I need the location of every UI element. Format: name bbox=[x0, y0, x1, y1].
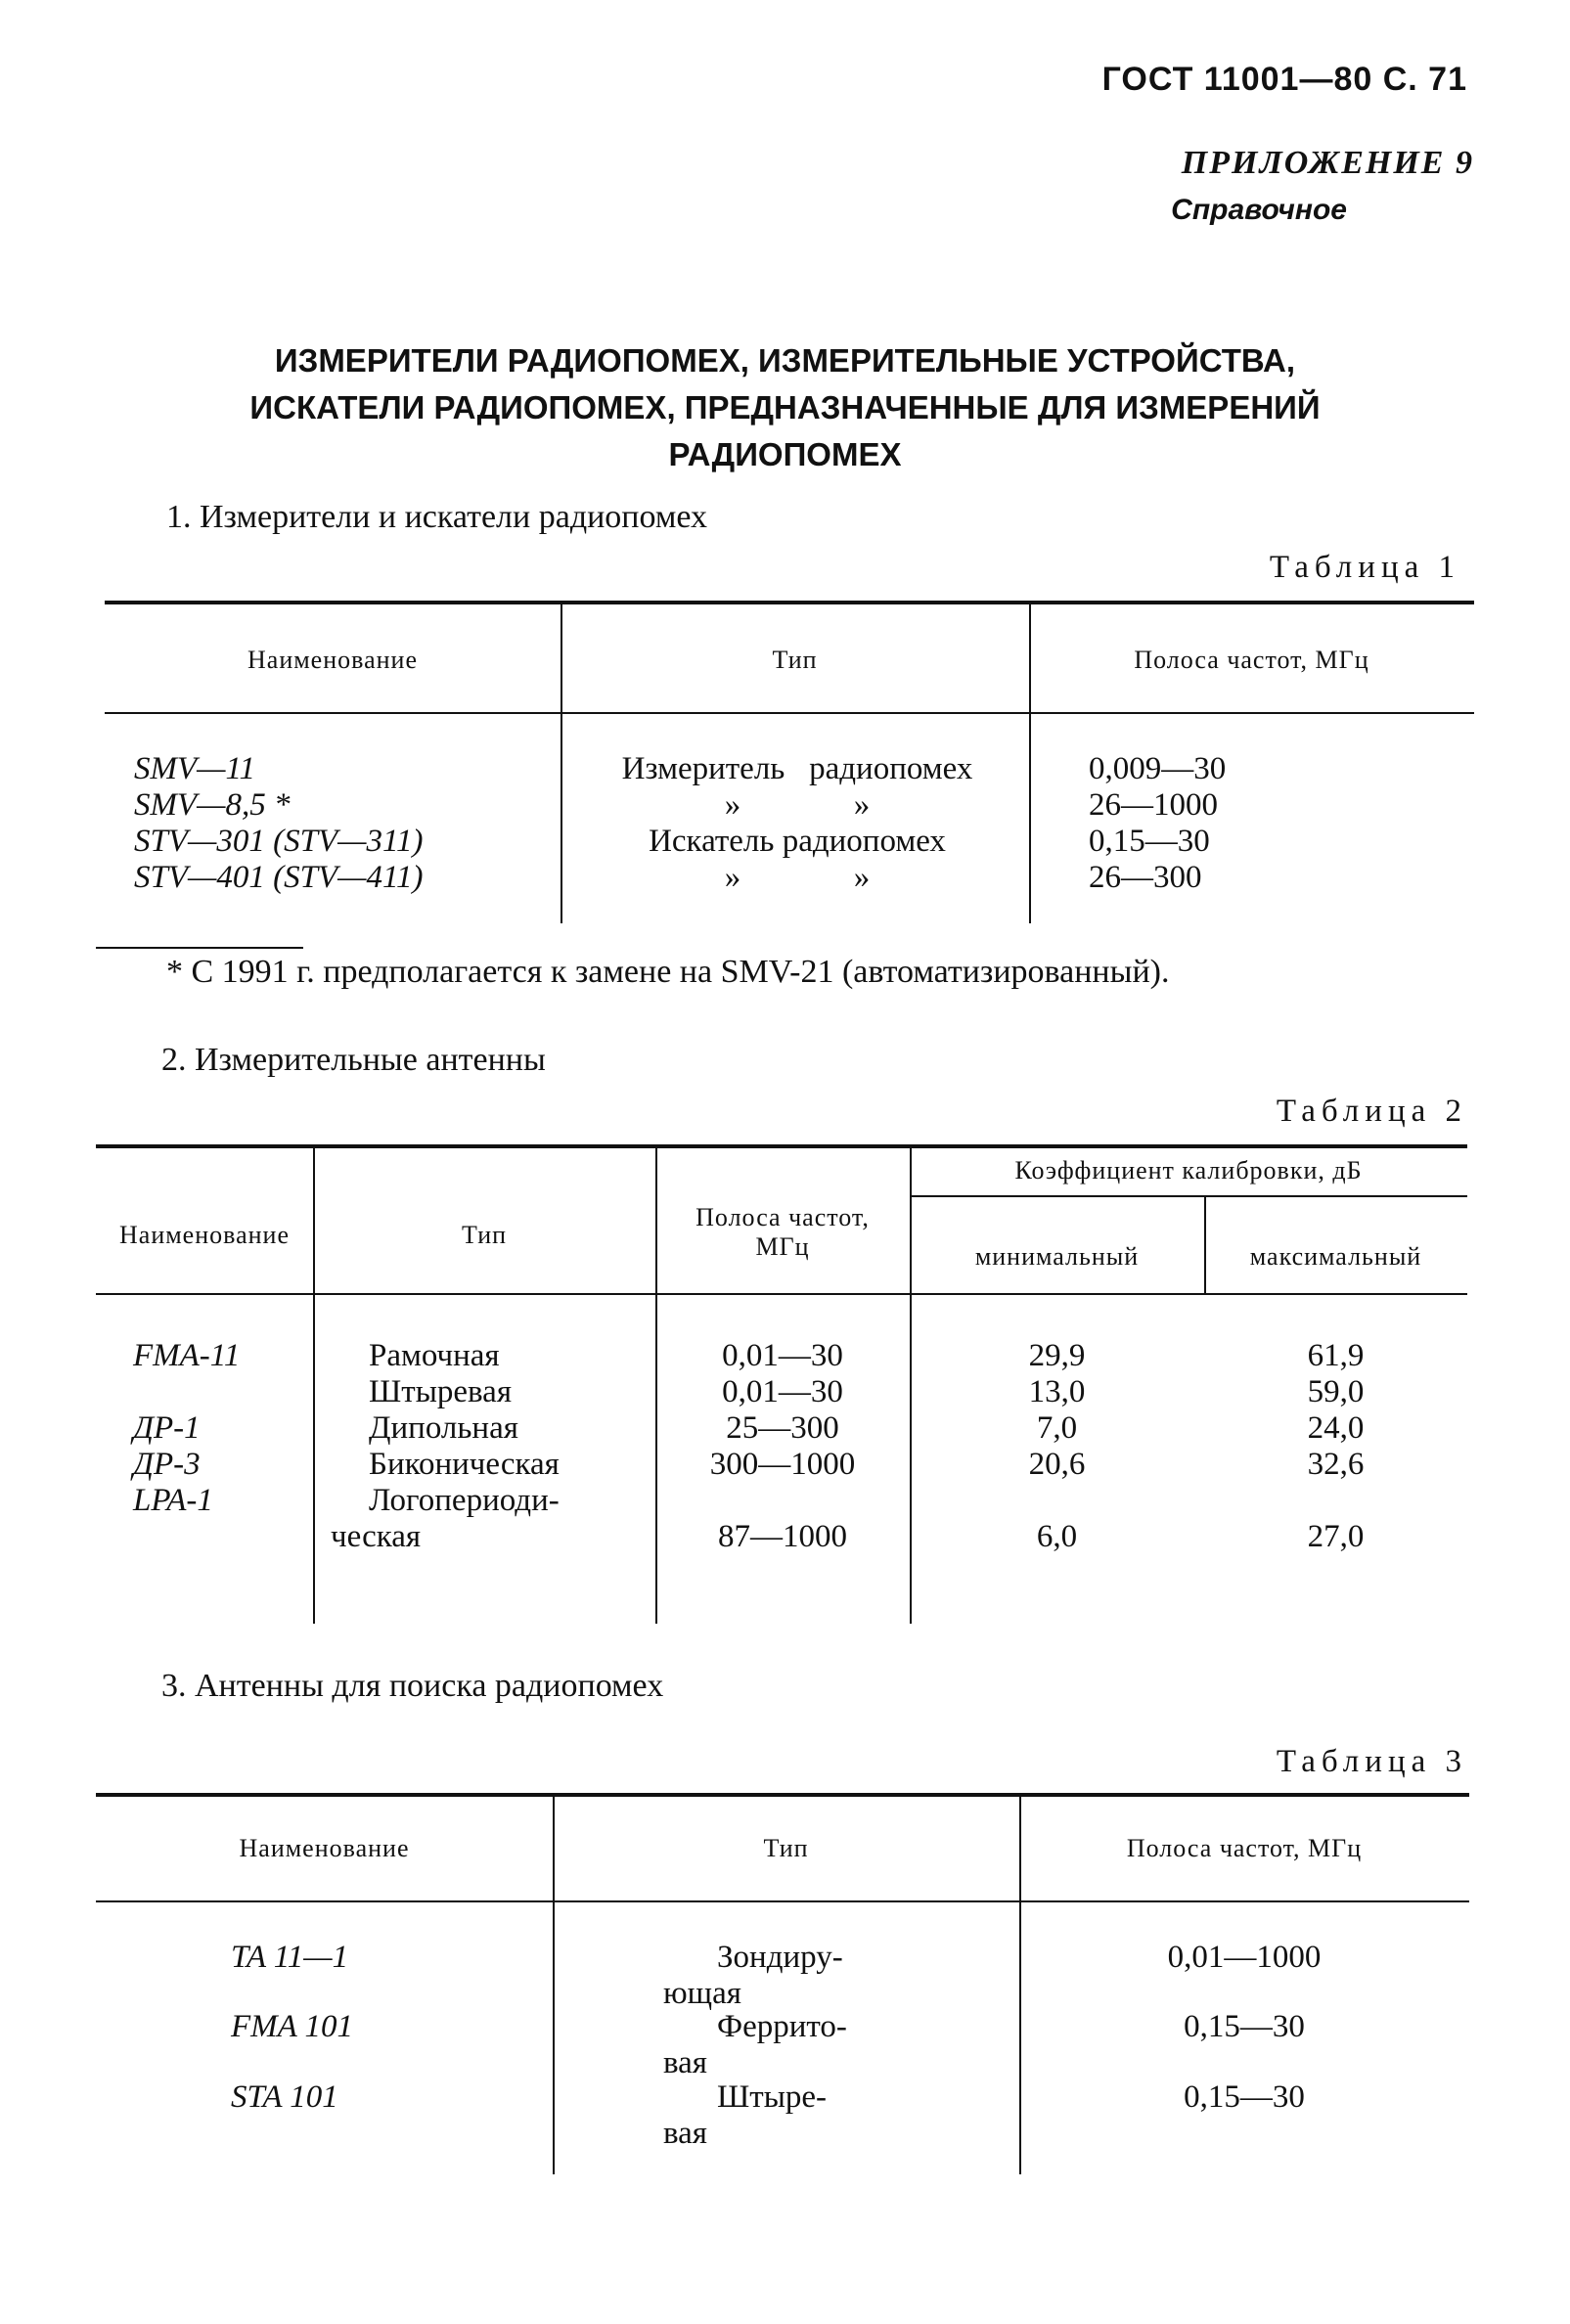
table-1-type-cell: Искатель радиопомех bbox=[649, 824, 946, 859]
table-2-header-max: максимальный bbox=[1249, 1242, 1422, 1271]
table-1-caption: Таблица 1 bbox=[1269, 550, 1460, 585]
table-2-min-cell: 6,0 bbox=[1036, 1519, 1078, 1554]
table-2-name-cell: ДР-1 bbox=[133, 1410, 201, 1446]
table-2-band-cell: 300—1000 bbox=[709, 1447, 856, 1482]
table-3-header-name: Наименование bbox=[239, 1834, 410, 1862]
table-3-caption: Таблица 3 bbox=[1276, 1744, 1467, 1779]
table-2-header-band-line-1: Полоса частот, bbox=[695, 1203, 870, 1231]
table-2-min-cell: 29,9 bbox=[1028, 1338, 1086, 1373]
table-1-name-cell: STV—401 (STV—411) bbox=[134, 860, 424, 895]
table-3-type-cell: Штыре- bbox=[717, 2079, 828, 2115]
table-2-header-coef-group: Коэффициент калибровки, дБ bbox=[1014, 1156, 1363, 1184]
table-1-name-cell: SMV—11 bbox=[134, 751, 256, 786]
table-3-band-cell: 0,15—30 bbox=[1184, 2009, 1305, 2044]
table-2-name-cell: FMA-11 bbox=[133, 1338, 241, 1373]
table-2-band-cell: 25—300 bbox=[726, 1410, 839, 1446]
table-2-max-cell: 59,0 bbox=[1307, 1374, 1365, 1409]
table-2-header-min: минимальный bbox=[974, 1242, 1140, 1271]
table-2-min-cell: 13,0 bbox=[1028, 1374, 1086, 1409]
table-2-header-band bbox=[655, 1203, 910, 1262]
table-2-divider bbox=[313, 1148, 315, 1624]
table-1-name-cell: SMV—8,5 * bbox=[134, 787, 291, 823]
table-3-name-cell: TA 11—1 bbox=[231, 1940, 349, 1975]
table-2-type-cell: Дипольная bbox=[369, 1410, 518, 1446]
table-2-group-rule bbox=[910, 1195, 1467, 1197]
doc-reference: ГОСТ 11001—80 С. 71 bbox=[1101, 61, 1467, 98]
table-2-band-cell: 0,01—30 bbox=[722, 1338, 843, 1373]
table-1-band-cell: 26—1000 bbox=[1089, 787, 1218, 823]
table-1-type-cell: Измеритель радиопомех bbox=[621, 751, 973, 786]
table-3-name-cell: STA 101 bbox=[231, 2079, 338, 2115]
table-1-header-rule bbox=[105, 712, 1474, 714]
table-2-type-cell: Рамочная bbox=[369, 1338, 500, 1373]
table-1-type-cell: » » bbox=[724, 860, 871, 895]
main-title bbox=[0, 337, 1570, 478]
table-1-top-rule bbox=[105, 601, 1474, 604]
table-3-top-rule bbox=[96, 1793, 1469, 1797]
section-2-heading: 2. Измерительные антенны bbox=[161, 1042, 546, 1078]
table-2-band-cell: 87—1000 bbox=[718, 1519, 847, 1554]
table-3 bbox=[96, 1793, 1469, 2184]
table-3-type-cell: вая bbox=[663, 2116, 707, 2151]
table-2 bbox=[96, 1144, 1467, 1633]
table-3-type-cell: Зондиру- bbox=[717, 1940, 843, 1975]
main-title-line-2: ИСКАТЕЛИ РАДИОПОМЕХ, ПРЕДНАЗНАЧЕННЫЕ ДЛЯ ИЗМЕРЕНИЙ bbox=[249, 389, 1321, 425]
table-1-header-band: Полоса частот, МГц bbox=[1134, 646, 1369, 674]
table-1-footnote: * С 1991 г. предполагается к замене на SMV-21 (автоматизированный). bbox=[166, 954, 1170, 990]
table-2-max-cell: 27,0 bbox=[1307, 1519, 1365, 1554]
table-3-type-cell: ющая bbox=[663, 1976, 741, 2011]
table-2-max-cell: 32,6 bbox=[1307, 1447, 1365, 1482]
table-1-band-cell: 0,15—30 bbox=[1089, 824, 1210, 859]
main-title-line-1: ИЗМЕРИТЕЛИ РАДИОПОМЕХ, ИЗМЕРИТЕЛЬНЫЕ УСТРОЙСТВА, bbox=[274, 342, 1296, 379]
footnote-separator bbox=[96, 947, 303, 949]
table-1-band-cell: 0,009—30 bbox=[1089, 751, 1227, 786]
table-1-header-type: Тип bbox=[772, 646, 818, 674]
table-2-header-rule bbox=[96, 1293, 1467, 1295]
appendix-title: ПРИЛОЖЕНИЕ 9 bbox=[1181, 145, 1474, 181]
table-3-name-cell: FMA 101 bbox=[231, 2009, 353, 2044]
table-2-header-band-line-2: МГц bbox=[755, 1232, 810, 1261]
table-3-type-cell: вая bbox=[663, 2045, 707, 2080]
table-2-name-cell: LPA-1 bbox=[133, 1483, 213, 1518]
table-3-header-type: Тип bbox=[763, 1834, 809, 1862]
table-2-min-cell: 20,6 bbox=[1028, 1447, 1086, 1482]
table-2-name-cell: ДР-3 bbox=[133, 1447, 201, 1482]
table-2-header-name: Наименование bbox=[119, 1221, 290, 1249]
table-2-type-cell: Штыревая bbox=[369, 1374, 513, 1409]
table-1-band-cell: 26—300 bbox=[1089, 860, 1202, 895]
table-3-band-cell: 0,01—1000 bbox=[1167, 1940, 1322, 1975]
table-3-header-rule bbox=[96, 1900, 1469, 1902]
section-3-heading: 3. Антенны для поиска радиопомех bbox=[161, 1668, 664, 1704]
table-1-type-cell: » » bbox=[724, 787, 871, 823]
table-2-header-type: Тип bbox=[461, 1221, 508, 1249]
table-2-type-cell: Логопериоди- bbox=[369, 1483, 560, 1518]
table-1-header-name: Наименование bbox=[247, 646, 418, 674]
table-2-type-cell: Биконическая bbox=[369, 1447, 560, 1482]
table-3-band-cell: 0,15—30 bbox=[1184, 2079, 1305, 2115]
table-2-max-cell: 61,9 bbox=[1307, 1338, 1365, 1373]
table-2-caption: Таблица 2 bbox=[1276, 1094, 1467, 1129]
table-2-max-cell: 24,0 bbox=[1307, 1410, 1365, 1446]
table-3-type-cell: Феррито- bbox=[717, 2009, 847, 2044]
table-2-min-cell: 7,0 bbox=[1036, 1410, 1078, 1446]
section-1-heading: 1. Измерители и искатели радиопомех bbox=[166, 499, 708, 535]
table-1-name-cell: STV—301 (STV—311) bbox=[134, 824, 424, 859]
table-1 bbox=[105, 601, 1474, 933]
main-title-line-3: РАДИОПОМЕХ bbox=[668, 436, 902, 472]
table-2-band-cell: 0,01—30 bbox=[722, 1374, 843, 1409]
table-2-top-rule bbox=[96, 1144, 1467, 1148]
table-3-header-band: Полоса частот, МГц bbox=[1126, 1834, 1363, 1862]
table-2-type-cell: ческая bbox=[331, 1519, 422, 1554]
appendix-subtitle: Справочное bbox=[1171, 194, 1347, 226]
